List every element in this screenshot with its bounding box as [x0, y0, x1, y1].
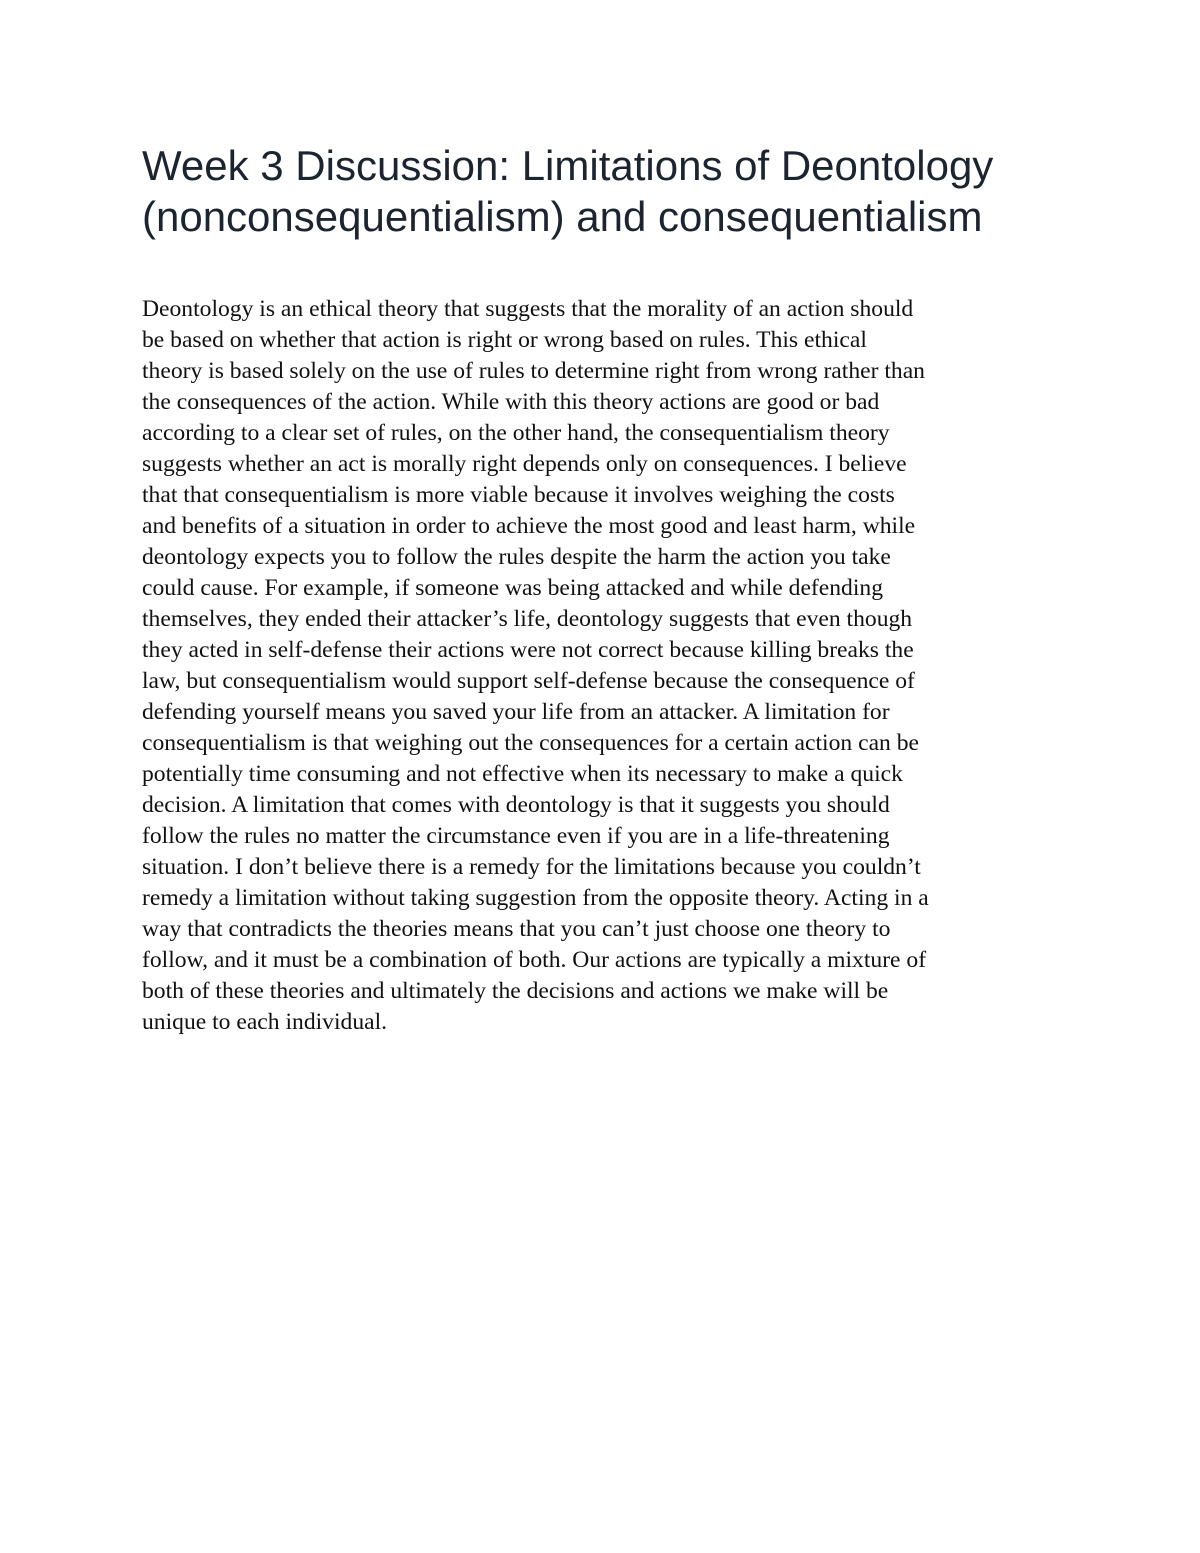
body-line: follow, and it must be a combination of both. Our actions are typically a mixture of — [142, 947, 927, 973]
document-title — [142, 140, 1082, 242]
body-line: theory is based solely on the use of rules to determine right from wrong rather than — [142, 358, 925, 384]
title-line: Week 3 Discussion: Limitations of Deontology — [142, 142, 994, 189]
body-line: consequentialism is that weighing out the consequences for a certain action can be — [142, 730, 920, 756]
body-line: suggests whether an act is morally right depends only on consequences. I believe — [142, 451, 907, 477]
body-paragraph — [142, 294, 1067, 1038]
body-line: be based on whether that action is right or wrong based on rules. This ethical — [142, 327, 867, 353]
body-line: decision. A limitation that comes with deontology is that it suggests you should — [142, 792, 890, 818]
body-line: both of these theories and ultimately the decisions and actions we make will be — [142, 978, 889, 1004]
body-line: they acted in self-defense their actions were not correct because killing breaks the — [142, 637, 914, 663]
body-line: themselves, they ended their attacker’s life, deontology suggests that even though — [142, 606, 913, 632]
body-line: follow the rules no matter the circumstance even if you are in a life-threatening — [142, 823, 890, 849]
body-line: situation. I don’t believe there is a remedy for the limitations because you couldn’t — [142, 854, 921, 880]
body-line: law, but consequentialism would support self-defense because the consequence of — [142, 668, 915, 694]
body-line: remedy a limitation without taking suggestion from the opposite theory. Acting in a — [142, 885, 929, 911]
body-line: according to a clear set of rules, on the other hand, the consequentialism theory — [142, 420, 890, 446]
body-line: and benefits of a situation in order to achieve the most good and least harm, while — [142, 513, 916, 539]
body-line: defending yourself means you saved your life from an attacker. A limitation for — [142, 699, 890, 725]
body-line: that that consequentialism is more viable because it involves weighing the costs — [142, 482, 895, 508]
body-line: Deontology is an ethical theory that suggests that the morality of an action should — [142, 296, 914, 322]
body-line: potentially time consuming and not effective when its necessary to make a quick — [142, 761, 903, 787]
body-line: unique to each individual. — [142, 1009, 388, 1035]
body-line: deontology expects you to follow the rules despite the harm the action you take — [142, 544, 891, 570]
body-line: could cause. For example, if someone was being attacked and while defending — [142, 575, 883, 601]
title-line: (nonconsequentialism) and consequentialism — [142, 193, 983, 240]
body-line: the consequences of the action. While with this theory actions are good or bad — [142, 389, 880, 415]
body-line: way that contradicts the theories means that you can’t just choose one theory to — [142, 916, 891, 942]
